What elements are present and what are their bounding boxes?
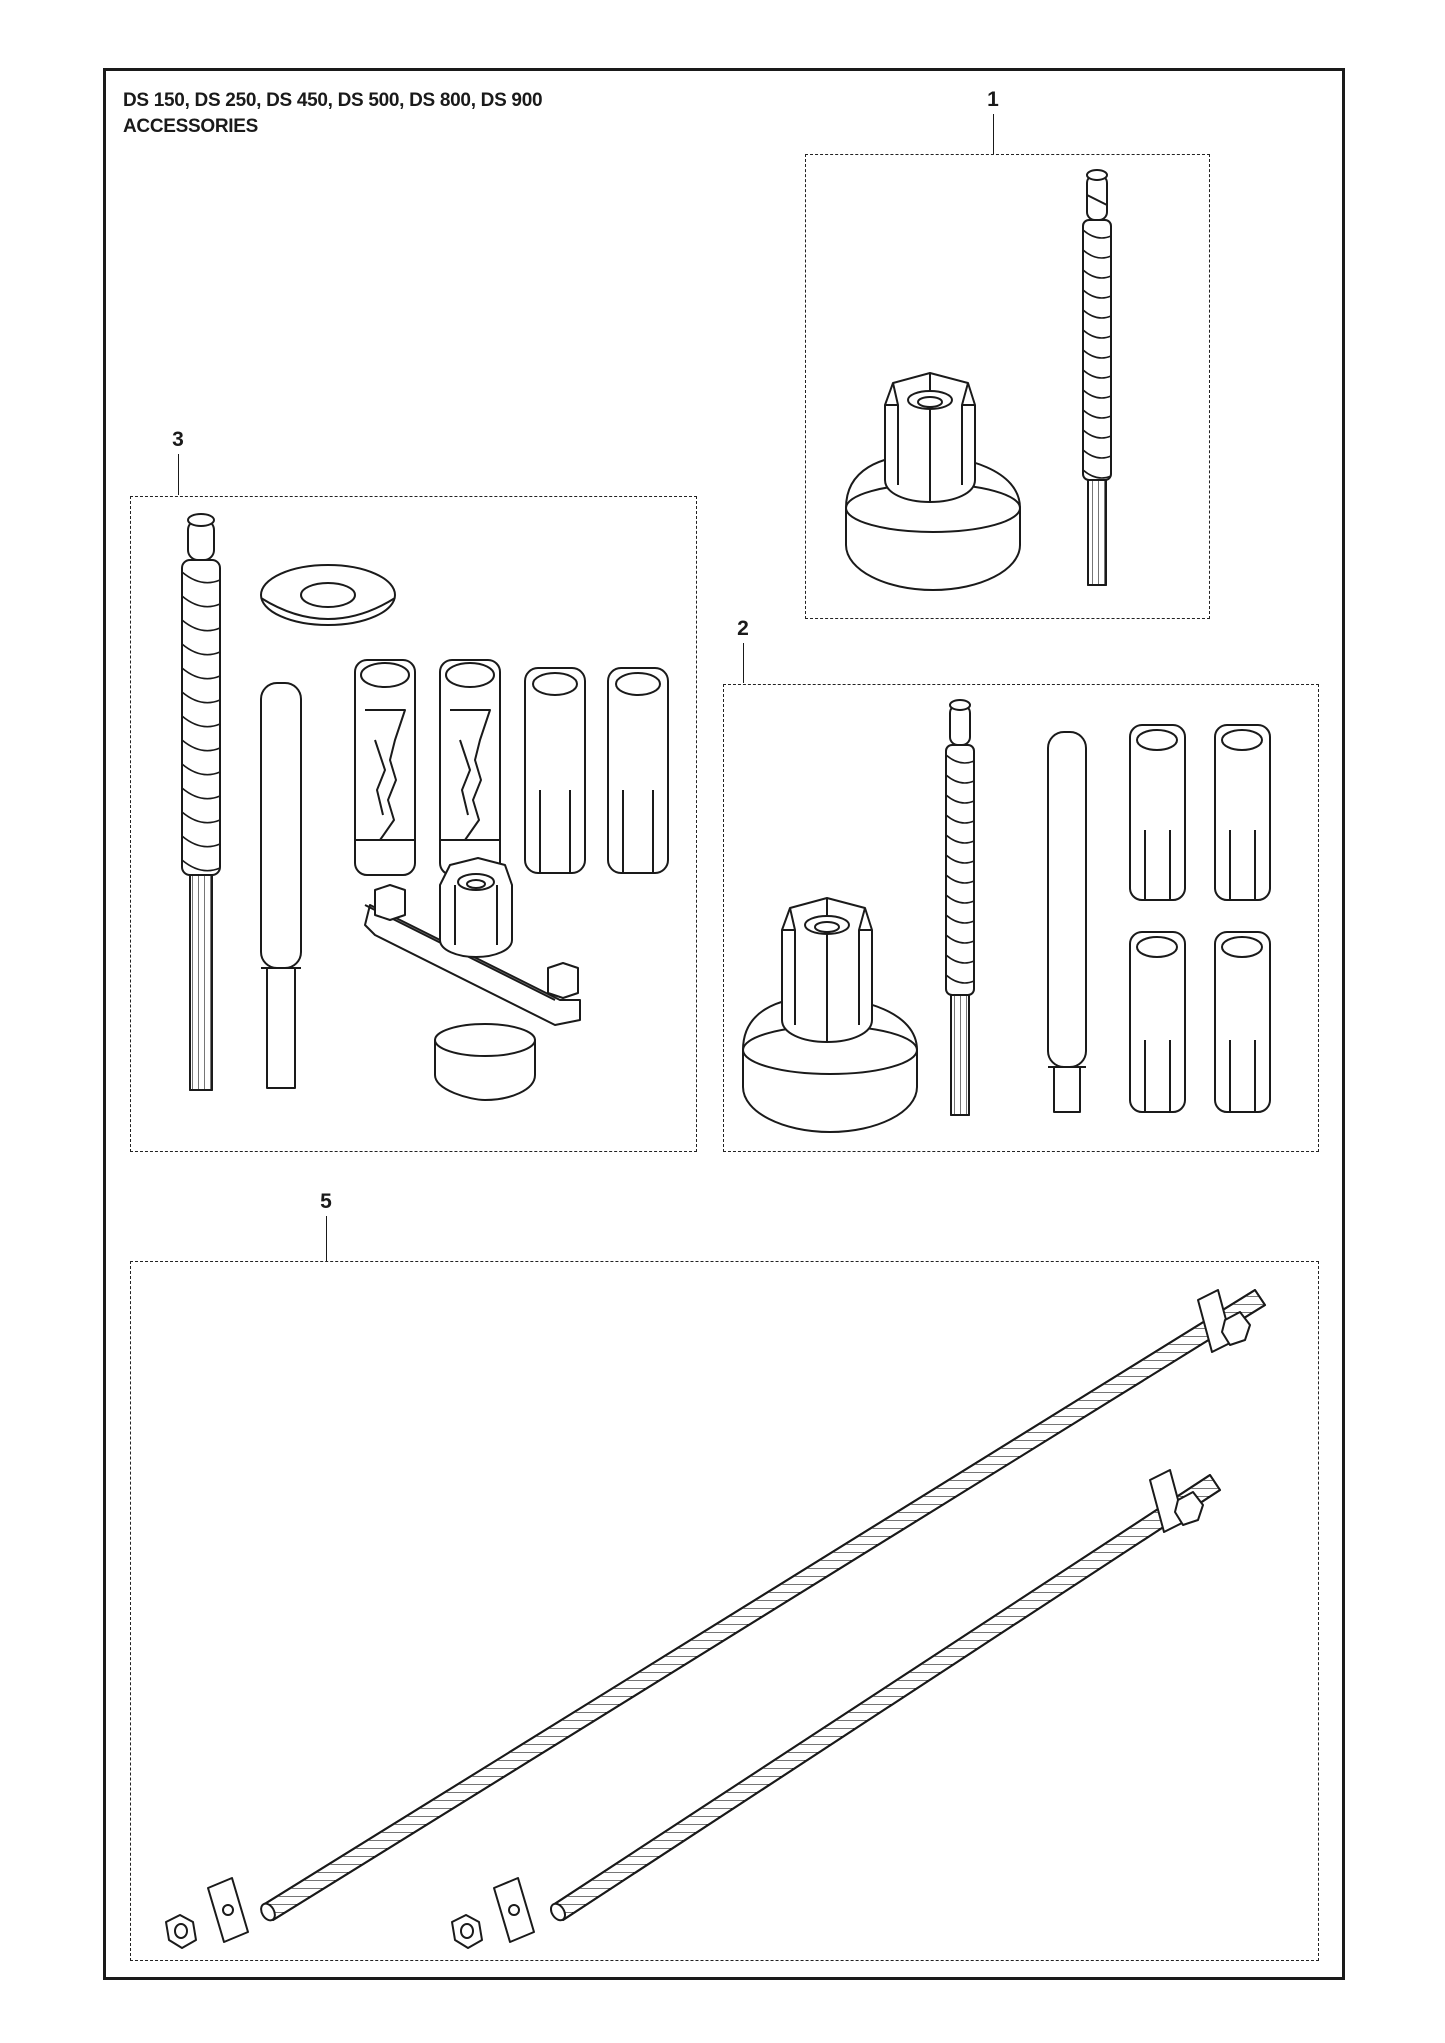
hex-nut-short-bottom bbox=[452, 1915, 482, 1948]
anchor-sleeve-2c bbox=[1130, 932, 1185, 1112]
anchor-sleeve-2b bbox=[1215, 725, 1270, 900]
base-nut-2 bbox=[743, 898, 917, 1132]
callout-3: 3 bbox=[172, 428, 184, 451]
setting-tool-2 bbox=[1048, 732, 1086, 1112]
square-washer-short-bottom bbox=[494, 1878, 534, 1942]
model-list: DS 150, DS 250, DS 450, DS 500, DS 800, DS 900 bbox=[123, 90, 543, 111]
section-title: ACCESSORIES bbox=[123, 116, 259, 137]
anchor-sleeve-2d bbox=[1215, 932, 1270, 1112]
anchor-rod-1 bbox=[1083, 170, 1111, 585]
anchor-sleeve-3a bbox=[525, 668, 585, 873]
clamp-plate-with-nut bbox=[365, 858, 580, 1100]
square-washer-long-bottom bbox=[208, 1878, 248, 1942]
hex-nut-long-bottom bbox=[166, 1915, 196, 1948]
anchor-rod-2 bbox=[946, 700, 974, 1115]
anchor-rod-3 bbox=[182, 514, 220, 1090]
anchor-sleeve-2a bbox=[1130, 725, 1185, 900]
washer-3 bbox=[261, 565, 395, 625]
long-threaded-rod bbox=[258, 1290, 1265, 1923]
setting-tool-3 bbox=[261, 683, 301, 1088]
base-nut-1 bbox=[846, 373, 1020, 590]
callout-5: 5 bbox=[320, 1190, 332, 1213]
expansion-anchor-3b bbox=[440, 660, 500, 875]
anchor-sleeve-3b bbox=[608, 668, 668, 873]
callout-2: 2 bbox=[737, 617, 749, 640]
callout-1: 1 bbox=[987, 88, 999, 111]
expansion-anchor-3a bbox=[355, 660, 415, 875]
